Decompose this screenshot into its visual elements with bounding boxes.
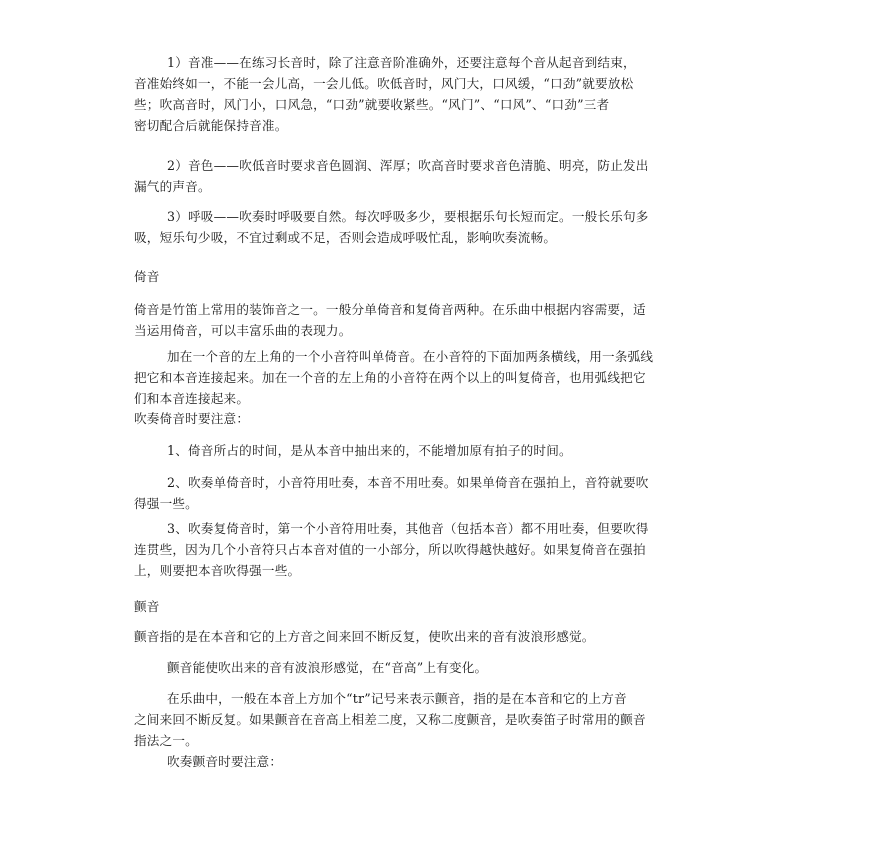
paragraph-grace-notes-title xyxy=(134,408,774,429)
text-line: 指法之一。 xyxy=(134,733,198,748)
heading-trill xyxy=(134,596,774,617)
text-line: 颤音指的是在本音和它的上方音之间来回不断反复，使吹出来的音有波浪形感觉。 xyxy=(134,629,595,644)
text-line: 2）音色——吹低音时要求音色圆润、浑厚；吹高音时要求音色清脆、明亮，防止发出 xyxy=(167,158,649,173)
text-line: 吹奏颤音时要注意： xyxy=(167,754,283,769)
text-line: 3、吹奏复倚音时，第一个小音符用吐奏，其他音（包括本音）都不用吐奏，但要吹得 xyxy=(167,521,649,536)
section-heading: 倚音 xyxy=(134,269,160,284)
text-line: 在乐曲中，一般在本音上方加个“tr”记号来表示颤音，指的是在本音和它的上方音 xyxy=(167,691,627,706)
paragraph-intonation xyxy=(134,52,807,136)
text-line: 当运用倚音，可以丰富乐曲的表现力。 xyxy=(134,323,352,338)
paragraph-grace-point-2 xyxy=(134,472,807,514)
text-line: 颤音能使吹出来的音有波浪形感觉，在“音高”上有变化。 xyxy=(167,660,488,675)
text-line: 1）音准——在练习长音时，除了注意音阶准确外，还要注意每个音从起音到结束， xyxy=(167,55,636,70)
heading-grace-note xyxy=(134,266,774,287)
paragraph-trill-effect xyxy=(134,657,807,678)
section-heading: 颤音 xyxy=(134,599,160,614)
text-line: 吸，短乐句少吸，不宜过剩或不足，否则会造成呼吸忙乱，影响吹奏流畅。 xyxy=(134,230,557,245)
text-line: 1、倚音所占的时间，是从本音中抽出来的，不能增加原有拍子的时间。 xyxy=(167,443,572,458)
text-line: 漏气的声音。 xyxy=(134,179,211,194)
text-line: 些；吹高音时，风门小，口风急，“口劲”就要收紧些。“风门”、“口风”、“口劲”三者 xyxy=(134,97,610,112)
text-line: 吹奏倚音时要注意： xyxy=(134,411,250,426)
text-line: 得强一些。 xyxy=(134,496,198,511)
text-line: 之间来回不断反复。如果颤音在音高上相差二度，又称二度颤音，是吹奏笛子时常用的颤音 xyxy=(134,712,646,727)
text-line: 2、吹奏单倚音时，小音符用吐奏，本音不用吐奏。如果单倚音在强拍上，音符就要吹 xyxy=(167,475,649,490)
text-line: 音准始终如一，不能一会儿高，一会儿低。吹低音时，风门大，口风缓，“口劲”就要放松 xyxy=(134,76,634,91)
paragraph-grace-definition xyxy=(134,346,807,409)
paragraph-breathing xyxy=(134,206,807,248)
paragraph-trill-notation xyxy=(134,688,807,751)
paragraph-timbre xyxy=(134,155,807,197)
text-line: 加在一个音的左上角的一个小音符叫单倚音。在小音符的下面加两条横线，用一条弧线 xyxy=(167,349,654,364)
paragraph-grace-point-1 xyxy=(134,440,807,461)
paragraph-grace-point-3 xyxy=(134,518,807,581)
text-line: 们和本音连接起来。 xyxy=(134,391,250,406)
text-line: 3）呼吸——吹奏时呼吸要自然。每次呼吸多少，要根据乐句长短而定。一般长乐句多 xyxy=(167,209,649,224)
text-line: 把它和本音连接起来。加在一个音的左上角的小音符在两个以上的叫复倚音，也用弧线把它 xyxy=(134,370,646,385)
text-line: 连贯些，因为几个小音符只占本音对值的一小部分，所以吹得越快越好。如果复倚音在强拍 xyxy=(134,542,646,557)
text-line: 倚音是竹笛上常用的装饰音之一。一般分单倚音和复倚音两种。在乐曲中根据内容需要，适 xyxy=(134,302,646,317)
paragraph-trill-notes-title xyxy=(134,751,807,772)
paragraph-grace-intro xyxy=(134,299,774,341)
text-line: 上，则要把本音吹得强一些。 xyxy=(134,563,301,578)
paragraph-trill-intro xyxy=(134,626,774,647)
text-line: 密切配合后就能保持音准。 xyxy=(134,118,288,133)
